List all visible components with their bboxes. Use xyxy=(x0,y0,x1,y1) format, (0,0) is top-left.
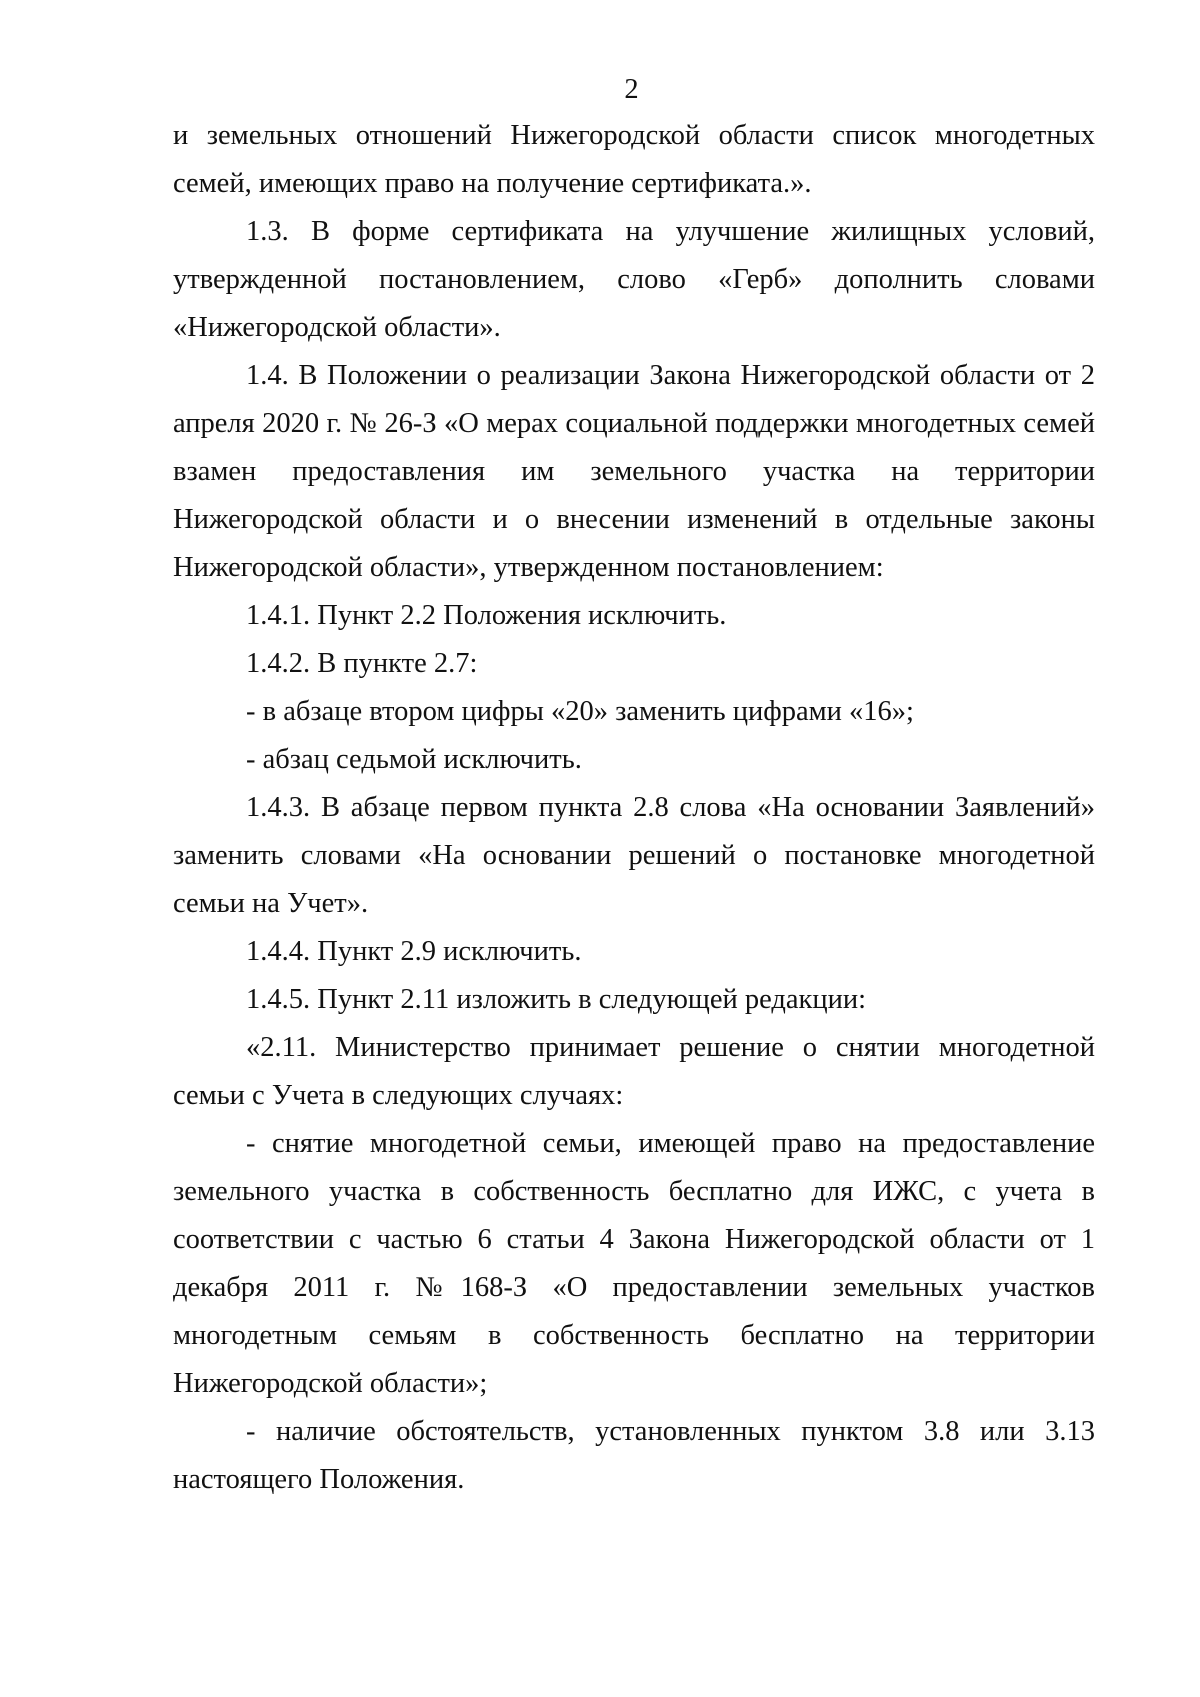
paragraph-1-3-certificate-form: 1.3. В форме сертификата на улучшение жилищных условий, утвержденной постановлением, слово «Герб» дополнить словами «Нижегородской области». xyxy=(173,216,1095,343)
paragraph-1-4-4: 1.4.4. Пункт 2.9 исключить. xyxy=(246,936,582,967)
paragraph-continuation: и земельных отношений Нижегородской области список многодетных семей, имеющих право на получение сертификата.». xyxy=(173,120,1095,199)
paragraph-1-4-1: 1.4.1. Пункт 2.2 Положения исключить. xyxy=(246,600,727,631)
paragraph-1-4-5: 1.4.5. Пункт 2.11 изложить в следующей редакции: xyxy=(246,984,867,1015)
list-item-removal-case-1: - снятие многодетной семьи, имеющей право на предоставление земельного участка в собственность бесплатно для ИЖС, с учета в соответствии с частью 6 статьи 4 Закона Нижегородской области от 1 декабря 2011 г. №168-З «О предоставлении земельных участков многодетным семьям в собственность бесплатно на территории Нижегородской области»; xyxy=(173,1128,1095,1399)
paragraph-2-11-quote: «2.11. Министерство принимает решение о снятии многодетной семьи с Учета в следующих случаях: xyxy=(173,1032,1095,1111)
paragraph-1-4-3: 1.4.3. В абзаце первом пункта 2.8 слова «На основании Заявлений» заменить словами «На основании решений о постановке многодетной семьи на Учет». xyxy=(173,792,1095,919)
list-item-second-abzac: - в абзаце втором цифры «20» заменить цифрами «16»; xyxy=(246,696,914,727)
document-body xyxy=(173,112,1095,1504)
paragraph-1-4-regulation: 1.4. В Положении о реализации Закона Нижегородской области от 2 апреля 2020 г. № 26-З «О мерах социальной поддержки многодетных семей взамен предоставления им земельного участка на территории Нижегородской области и о внесении изменений в отдельные законы Нижегородской области», утвержденном постановлением: xyxy=(173,360,1095,583)
paragraph-1-4-2: 1.4.2. В пункте 2.7: xyxy=(246,648,478,679)
page-number: 2 xyxy=(624,74,639,105)
list-item-seventh-abzac: - абзац седьмой исключить. xyxy=(246,744,582,775)
list-item-removal-case-2: - наличие обстоятельств, установленных пунктом 3.8 или 3.13 настоящего Положения. xyxy=(173,1416,1095,1495)
